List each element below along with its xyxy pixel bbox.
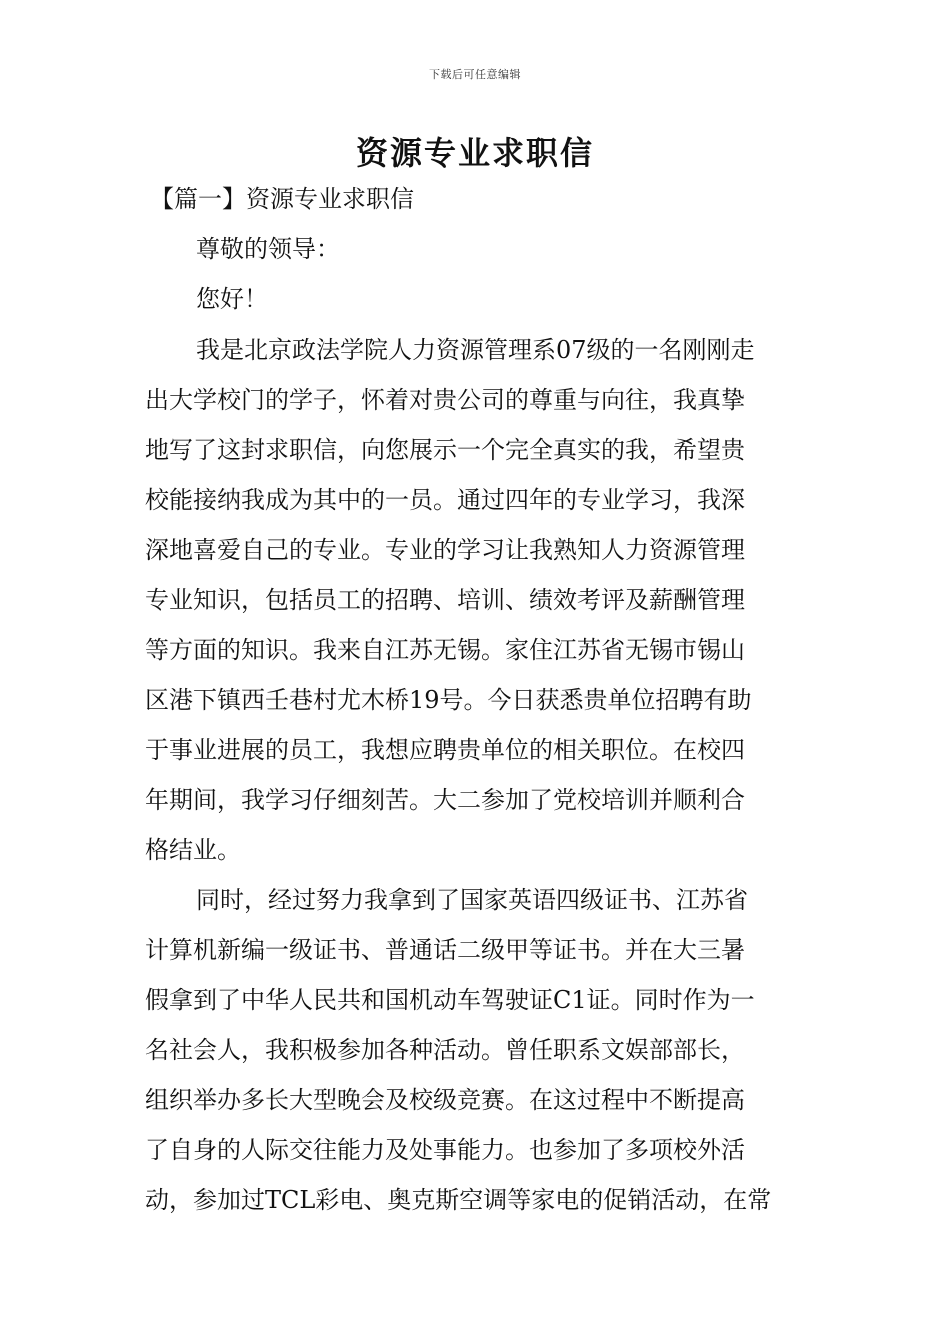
paragraph-line: 名社会人，我积极参加各种活动。曾任职系文娱部部长， [145,1036,745,1064]
paragraph-line: 年期间，我学习仔细刻苦。大二参加了党校培训并顺利合 [145,786,745,814]
header-note: 下载后可任意编辑 [429,68,521,81]
paragraph-line: 于事业进展的员工，我想应聘贵单位的相关职位。在校四 [145,736,745,764]
paragraph-line: 等方面的知识。我来自江苏无锡。家住江苏省无锡市锡山 [145,636,745,664]
paragraph-line: 格结业。 [145,836,241,864]
paragraph-line: 区港下镇西壬巷村尤木桥19号。今日获悉贵单位招聘有助 [145,686,752,714]
paragraph-line: 计算机新编一级证书、普通话二级甲等证书。并在大三暑 [145,936,745,964]
paragraph-line: 动，参加过TCL彩电、奥克斯空调等家电的促销活动，在常 [145,1186,772,1214]
paragraph-line: 了自身的人际交往能力及处事能力。也参加了多项校外活 [145,1136,745,1164]
paragraph-line: 出大学校门的学子，怀着对贵公司的尊重与向往，我真挚 [145,386,745,414]
salutation: 尊敬的领导： [196,235,340,263]
document-title: 资源专业求职信 [355,134,594,172]
paragraph-line: 深地喜爱自己的专业。专业的学习让我熟知人力资源管理 [145,536,745,564]
paragraph-line: 我是北京政法学院人力资源管理系07级的一名刚刚走 [196,336,755,364]
paragraph-line: 专业知识，包括员工的招聘、培训、绩效考评及薪酬管理 [145,586,745,614]
section-heading: 【篇一】资源专业求职信 [150,185,414,213]
paragraph-line: 校能接纳我成为其中的一员。通过四年的专业学习，我深 [145,486,745,514]
paragraph-line: 组织举办多长大型晚会及校级竞赛。在这过程中不断提高 [145,1086,745,1114]
greeting: 您好！ [196,285,268,313]
paragraph-line: 地写了这封求职信，向您展示一个完全真实的我，希望贵 [145,436,745,464]
paragraph-line: 假拿到了中华人民共和国机动车驾驶证C1证。同时作为一 [145,986,755,1014]
paragraph-line: 同时，经过努力我拿到了国家英语四级证书、江苏省 [196,886,748,914]
